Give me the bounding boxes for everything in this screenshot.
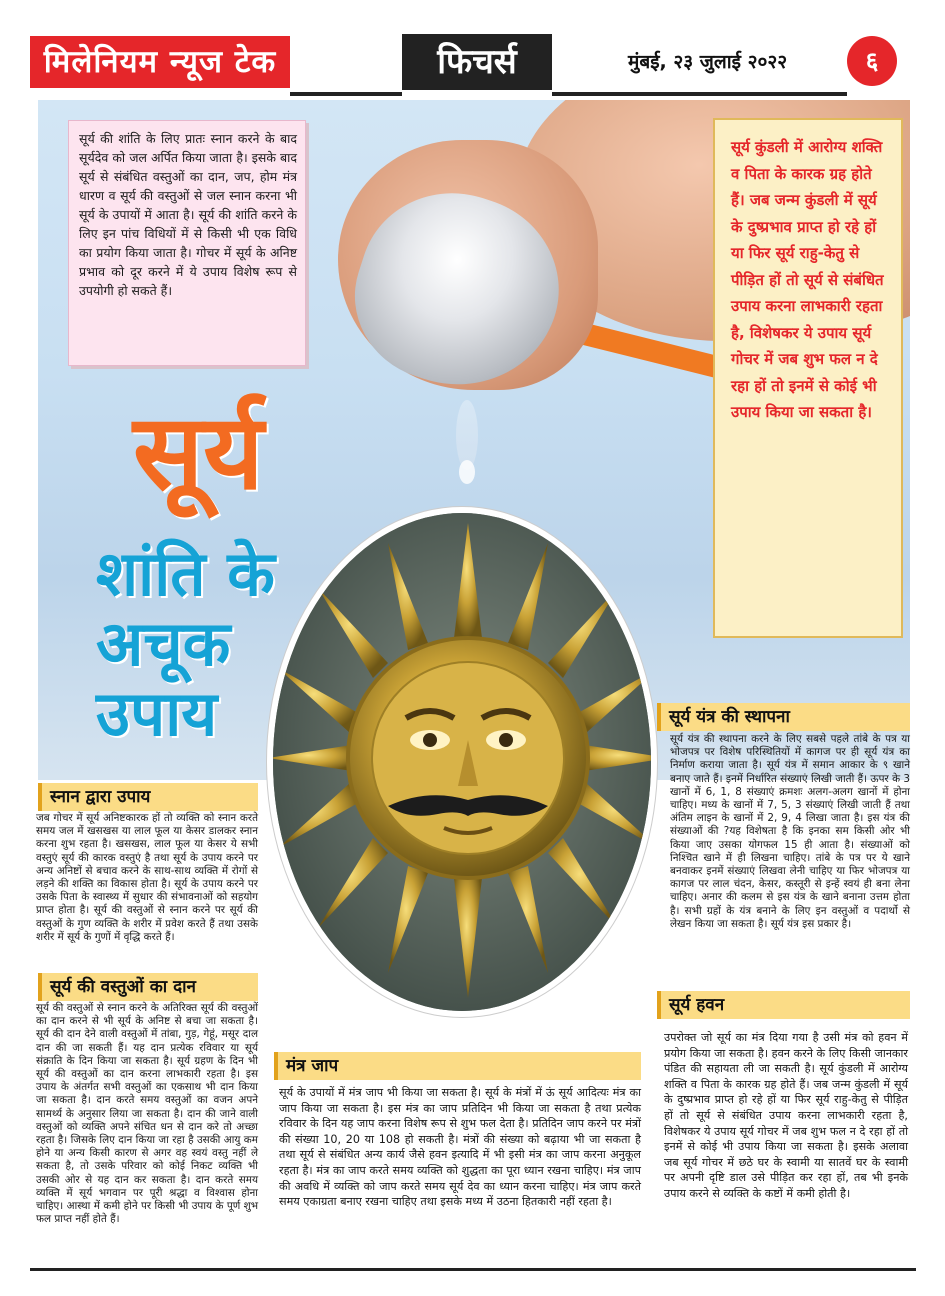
section-heading [274, 1052, 641, 1080]
section-title: फिचर्स [402, 34, 552, 90]
section-heading [657, 703, 910, 731]
intro-box [68, 120, 306, 366]
sun-idol-photo [267, 507, 657, 1017]
section-heading [38, 973, 258, 1001]
article-body-mantra: सूर्य के उपायों में मंत्र जाप भी किया जा सकता है। सूर्य के मंत्रों में ऊं सूर्य आदित्यः मंत्र का जाप किया जा सकता है। इस मंत्र का जाप प्रतिदिन भी किया जा सकता है तथा प्रत्येक रविवार के दिन यह जाप करना विशेष रूप से शुभ फल देता है। प्रतिदिन जाप करने पर मंत्रों की संख्या 10, 20 या 108 हो सकती है। मंत्रों की संख्या को बढ़ाया भी जा सकता है तथा सूर्य से संबंधित अन्य कार्य जैसे हवन इत्यादि में भी इसी मंत्र का जाप करना अनुकूल रहता है। मंत्र का जाप करते समय व्यक्ति को शुद्धता का पूरा ध्यान रखना चाहिए। मंत्र जाप की अवधि में व्यक्ति को जाप करते समय सूर्य देव का ध्यान करना चाहिए। मंत्र जाप करते समय एकाग्रता बनाए रखना चाहिए तथा इसके मध्य में उठना हितकारी नहीं रहता है। [279, 1086, 641, 1209]
newspaper-name: मिलेनियम न्यूज टेक [30, 36, 290, 88]
masthead-rule [552, 92, 847, 96]
article-body-snan: जब गोचर में सूर्य अनिष्टकारक हों तो व्यक्ति को स्नान करते समय जल में खसखस या लाल फूल या केसर डालकर स्नान करना शुभ रहता है। खसखस, लाल फूल या केसर ये सभी वस्तुएं सूर्य की कारक वस्तुएं है तथा सूर्य के उपाय करने पर अन्य अनिष्टों से बचाव करने के साथ-साथ व्यक्ति में रोगों से लड़ने की शक्ति का विकास होता है। सूर्य के उपाय करने पर उसके पिता के स्वास्थ्य में सुधार की संभावनाओं को सहयोग प्राप्त होता है। सूर्य की वस्तुओं से स्नान करने पर सूर्य की वस्तुओं के गुण व्यक्ति के शरीर में प्रवेश करते हैं तथा उसके शरीर में सूर्य के गुणों में वृद्धि करते हैं। [36, 812, 258, 943]
headline-line2: शांति के [96, 537, 275, 610]
section-heading [657, 991, 910, 1019]
sun-idol-illustration [273, 513, 657, 1017]
heading-daan: सूर्य की वस्तुओं का दान [50, 977, 196, 997]
masthead [0, 0, 945, 100]
heading-havan: सूर्य हवन [669, 995, 725, 1015]
footer-rule [30, 1268, 916, 1271]
intro-text: सूर्य की शांति के लिए प्रातः स्नान करने के बाद सूर्यदेव को जल अर्पित किया जाता है। इसके बाद सूर्य से संबंधित वस्तुओं का दान, जप, होम मंत्र धारण व सूर्य की वस्तुओं से जल स्नान करना भी सूर्य के उपायों में आता है। सूर्य की शांति करने के लिए इन पांच विधियों में से किसी भी एक विधि का प्रयोग किया जाता है। गोचर में सूर्य के अनिष्ट प्रभाव को दूर करने में ये उपाय विशेष रूप से उपयोगी हो सकते हैं। [79, 131, 297, 298]
water-drop [459, 460, 475, 484]
headline-line3: अचूक [96, 607, 231, 680]
article-body-daan: सूर्य की वस्तुओं से स्नान करने के अतिरिक्त सूर्य की वस्तुओं का दान करने से भी सूर्य के अनिष्ट से बचा जा सकता है। सूर्य की दान देने वाली वस्तुओं में तांबा, गुड़, गेहूं, मसूर दाल दान की जा सकती हैं। यह दान प्रत्येक रविवार या सूर्य संक्राति के दिन किया जा सकता है। सूर्य ग्रहण के दिन भी सूर्य की वस्तुओं का दान करना लाभकारी रहता है। इस उपाय के अंतर्गत सभी वस्तुओं का एकसाथ भी दान किया जा सकता है। दान करते समय वस्तुओं का वजन अपने सामर्थ्य के अनुसार लिया जा सकता है। दान की जाने वाली वस्तुओं को व्यक्ति अपने संचित धन से दान करे तो अच्छा रहता है। जिसके लिए दान किया जा रहा है उसकी आयु कम होने या अन्य किसी कारण से अगर वह स्वयं वस्तु नहीं ले सकता है, तो उसके परिवार को कोई निकट व्यक्ति भी उसकी ओर से यह दान कर सकता है। दान करते समय व्यक्ति में सूर्य भगवान पर पूरी श्रद्धा व विश्वास होना चाहिए। आस्था में कमी होने पर किसी भी उपाय के पूर्ण शुभ फल प्राप्त नहीं होते हैं। [36, 1002, 258, 1226]
heading-yantra: सूर्य यंत्र की स्थापना [669, 707, 790, 727]
article-body-havan: उपरोक्त जो सूर्य का मंत्र दिया गया है उसी मंत्र को हवन में प्रयोग किया जा सकता है। हवन करने के लिए किसी जानकार पंडित की सहायता ली जा सकती है। सूर्य कुंडली में आरोग्य शक्ति व पिता के कारक ग्रह होते हैं। जब जन्म कुंडली में सूर्य के दुष्प्रभाव प्राप्त हो रहे हों या फिर सूर्य राहु-केतु से पीड़ित हों तो सूर्य से संबंधित उपाय करना लाभकारी रहता है, विशेषकर ये उपाय सूर्य गोचर में जब शुभ फल न दे रहा हों तो इनमें से कोई भी उपाय किया जा सकता है। इसके अलावा जब सूर्य गोचर में छठे घर के स्वामी या सातवें घर के स्वामी पर अपनी दृष्टि डाल उसे पीड़ित कर रहा हों, तब भी इनके उपाय करने से व्यक्ति के कष्टों में कमी होती है। [664, 1031, 908, 1200]
section-heading [38, 783, 258, 811]
masthead-rule [290, 92, 402, 96]
highlight-text: सूर्य कुंडली में आरोग्य शक्ति व पिता के कारक ग्रह होते हैं। जब जन्म कुंडली में सूर्य के दुष्प्रभाव प्राप्त हो रहे हों या फिर सूर्य राहु-केतु से पीड़ित हों तो सूर्य से संबंधित उपाय करना लाभकारी रहता है, विशेषकर ये उपाय सूर्य गोचर में जब शुभ फल न दे रहा हों तो इनमें से कोई भी उपाय किया जा सकता है। [731, 138, 884, 421]
highlight-box [713, 118, 903, 638]
heading-snan: स्नान द्वारा उपाय [50, 787, 151, 807]
heading-mantra: मंत्र जाप [286, 1056, 339, 1076]
headline-line4: उपाय [96, 677, 218, 750]
issue-date: मुंबई, २३ जुलाई २०२२ [628, 51, 788, 73]
article-body-yantra: सूर्य यंत्र की स्थापना करने के लिए सबसे पहले तांबे के पत्र या भोजपत्र पर विशेष परिस्थितियों में कागज पर ही सूर्य यंत्र का निर्माण कराया जाता है। सूर्य यंत्र में समान आकार के ९ खाने बनाए जाते हैं। इनमें निर्धारित संख्याएं लिखी जाती हैं। ऊपर के 3 खानों में 6, 1, 8 संख्याएं क्रमशः अलग-अलग खानों में होना चाहिए। मध्य के खानों में 7, 5, 3 संख्याएं लिखी जाती हैं तथा अंतिम लाइन के खानों में 2, 9, 4 लिखा जाता है। इस यंत्र की संख्याओं की ?यह विशेषता है कि इनका सम किसी ओर भी किया जाए उसका योगफल 15 ही आता है। संख्याओं को निश्चित खाने में ही लिखना चाहिए। तांबे के पत्र पर ये खाने बनवाकर इनमें संख्याएं लिखवा लेनी चाहिए या फिर भोजपत्र या कागज पर लाल चंदन, केसर, कस्तूरी से इन्हें स्वयं ही बना लेना चाहिए। अनार की कलम से इस यंत्र के खाने बनाना उत्तम होता है। सभी ग्रहों के यंत्र बनाने के लिए इन वस्तुओं व पदार्थो से लेखन किया जा सकता है। सूर्य यंत्र इस प्रकार है। [670, 733, 910, 930]
page-number: ६ [847, 36, 897, 86]
headline-main: सूर्य [133, 391, 264, 513]
